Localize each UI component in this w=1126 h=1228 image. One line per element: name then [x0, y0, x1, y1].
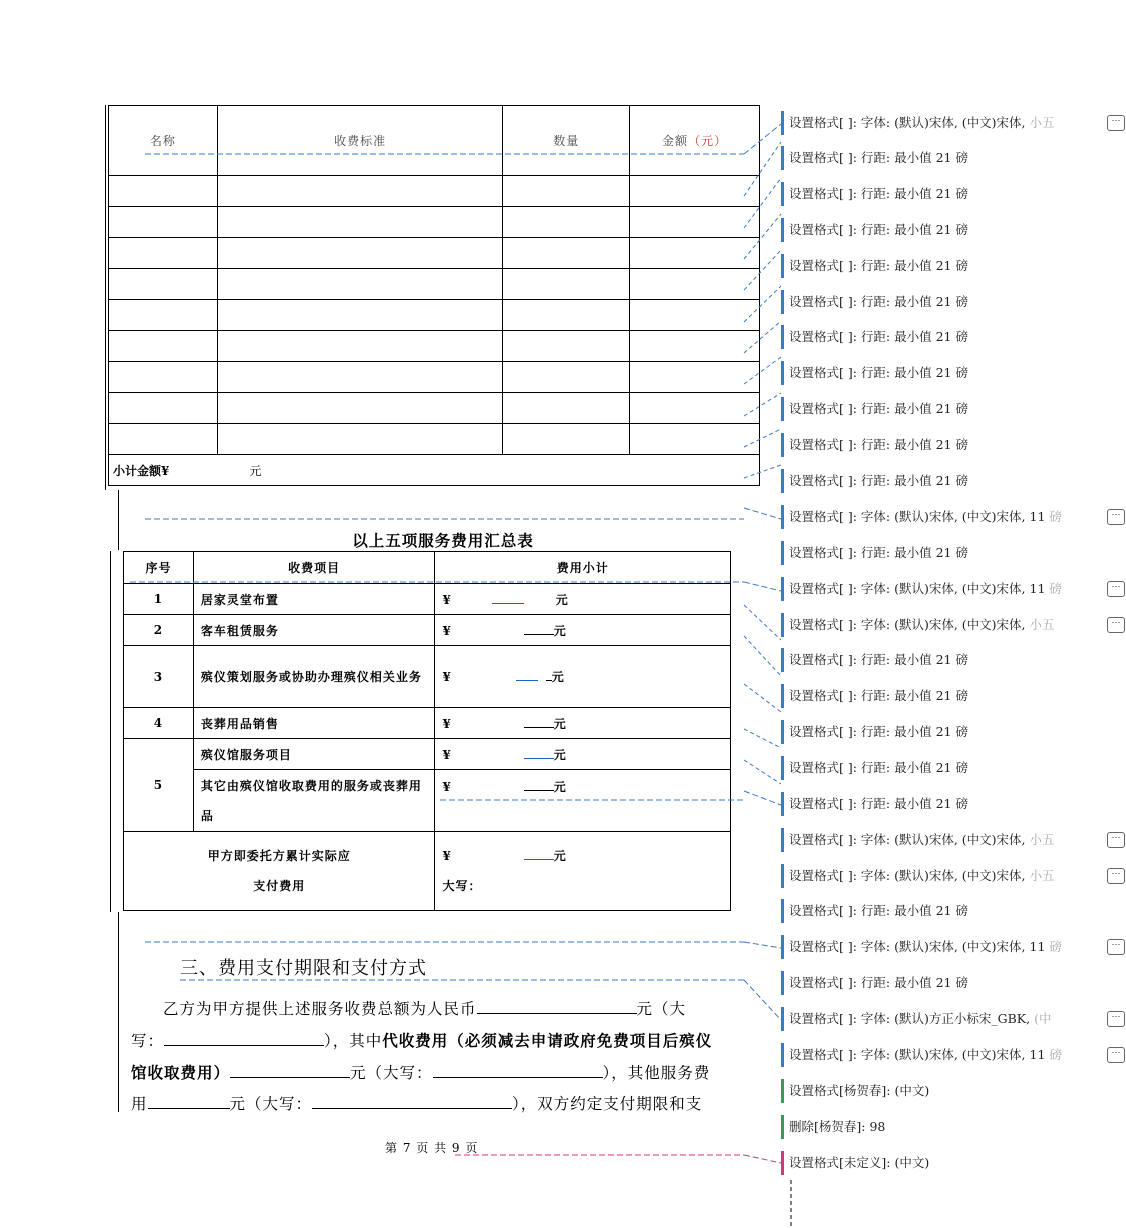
more-options-icon[interactable]: ⋯ — [1107, 868, 1125, 884]
comment-text: 设置格式[ ]: 行距: 最小值 21 磅 — [789, 150, 968, 165]
table-row: 1 居家灵堂布置 ¥ 元 — [124, 584, 731, 615]
comment-text: 设置格式[ ]: 行距: 最小值 21 磅 — [789, 760, 968, 775]
comment-text: 设置格式[ ]: 行距: 最小值 21 磅 — [789, 294, 968, 309]
leader-line — [744, 465, 781, 478]
comment-item[interactable] — [781, 1079, 1125, 1103]
page-number: 第 7 页 共 9 页 — [385, 1141, 479, 1155]
comment-text: 设置格式[ ]: 字体: (默认)宋体, (中文)宋体, 11 — [789, 939, 1050, 954]
comment-text-faded: 磅 — [1049, 939, 1062, 954]
comment-text: 设置格式[ ]: 行距: 最小值 21 磅 — [789, 724, 968, 739]
comment-item[interactable] — [781, 1151, 1125, 1175]
comment-item[interactable] — [781, 146, 1125, 170]
comment-item[interactable] — [781, 720, 1125, 744]
comment-text: 设置格式[ ]: 字体: (默认)宋体, (中文)宋体, — [789, 617, 1030, 632]
comment-text: 设置格式[ ]: 行距: 最小值 21 磅 — [789, 186, 968, 201]
more-options-icon[interactable]: ⋯ — [1107, 1011, 1125, 1027]
comment-text: 设置格式[ ]: 行距: 最小值 21 磅 — [789, 652, 968, 667]
table-row: 3 殡仪策划服务或协助办理殡仪相关业务 ¥ 元 — [124, 646, 731, 708]
more-options-icon[interactable]: ⋯ — [1107, 617, 1125, 633]
comment-item[interactable] — [781, 361, 1125, 385]
comment-item[interactable] — [781, 1007, 1125, 1031]
comment-text-faded: 磅 — [1049, 581, 1062, 596]
leader-line — [744, 729, 781, 748]
header-standard: 收费标准 — [217, 106, 503, 176]
comment-item[interactable] — [781, 182, 1125, 206]
comment-item[interactable] — [781, 935, 1125, 959]
comment-text: 设置格式[ ]: 字体: (默认)宋体, (中文)宋体, 11 — [789, 1047, 1050, 1062]
comment-text: 设置格式[ ]: 字体: (默认)宋体, (中文)宋体, — [789, 115, 1030, 130]
comment-item[interactable] — [781, 290, 1125, 314]
comment-text-faded: 小五 — [1029, 868, 1055, 883]
comment-item[interactable] — [781, 433, 1125, 457]
comment-item[interactable] — [781, 899, 1125, 923]
comment-text-faded: 小五 — [1029, 115, 1055, 130]
comment-text: 设置格式[ ]: 字体: (默认)宋体, (中文)宋体, — [789, 832, 1030, 847]
fee-cell[interactable]: ¥ 元 — [435, 708, 731, 739]
leader-line — [744, 684, 781, 712]
comment-text: 设置格式[ ]: 行距: 最小值 21 磅 — [789, 437, 968, 452]
comment-item[interactable] — [781, 1043, 1125, 1067]
fee-cell[interactable]: ¥ 元 — [435, 770, 731, 832]
summary-title: 以上五项服务费用汇总表 — [352, 531, 534, 550]
total-daxie: 大写： — [442, 879, 482, 893]
comment-text: 设置格式[ ]: 行距: 最小值 21 磅 — [789, 473, 968, 488]
header-quantity: 数量 — [503, 106, 630, 176]
comment-text: 设置格式[ ]: 行距: 最小值 21 磅 — [789, 258, 968, 273]
section3-paragraph[interactable]: 乙方为甲方提供上述服务收费总额为人民币 元（大 写： ），其中代收费用（必须减去申请政府免费项目后殡仪 馆收取费用） 元（大写： ），其他服务费 用 元（大写： ），双方约定支付期限和支 — [131, 1000, 713, 1113]
comment-item[interactable] — [781, 613, 1125, 637]
leader-line — [744, 142, 781, 196]
table-row: 5 殡仪馆服务项目 ¥ 元 — [124, 739, 731, 770]
comment-text: 设置格式[ ]: 行距: 最小值 21 磅 — [789, 545, 968, 560]
table-row: 4 丧葬用品销售 ¥ 元 — [124, 708, 731, 739]
comment-text: 设置格式[ ]: 字体: (默认)方正小标宋_GBK, — [789, 1011, 1035, 1026]
comment-text-faded: 磅 — [1049, 1047, 1062, 1062]
more-options-icon[interactable]: ⋯ — [1107, 1047, 1125, 1063]
more-options-icon[interactable]: ⋯ — [1107, 939, 1125, 955]
comment-text: 删除[杨贺春]: 98 — [789, 1119, 886, 1134]
comment-text: 设置格式[杨贺春]: (中文) — [789, 1083, 930, 1098]
comment-item[interactable] — [781, 469, 1125, 493]
comment-item[interactable] — [781, 111, 1125, 135]
summary-header-subtotal: 费用小计 — [435, 552, 731, 584]
total-label-line2: 支付费用 — [253, 879, 306, 893]
total-cell[interactable]: ¥ 元 大写： — [435, 832, 731, 911]
comment-item[interactable] — [781, 325, 1125, 349]
leader-line — [744, 760, 781, 784]
leader-line — [744, 636, 781, 676]
leader-line — [744, 286, 781, 322]
subtotal-unit: 元 — [249, 463, 262, 478]
comment-item[interactable] — [781, 1115, 1125, 1139]
comment-item[interactable] — [781, 505, 1125, 529]
comment-item[interactable] — [781, 577, 1125, 601]
summary-header-no: 序号 — [124, 552, 194, 584]
comment-text: 设置格式[ ]: 行距: 最小值 21 磅 — [789, 329, 968, 344]
comment-text-faded: 小五 — [1029, 617, 1055, 632]
leader-line — [744, 357, 781, 384]
header-amount: 金额（元） — [630, 106, 760, 176]
comment-text: 设置格式[ ]: 字体: (默认)宋体, (中文)宋体, 11 — [789, 581, 1050, 596]
fee-cell[interactable]: ¥ 元 — [435, 739, 731, 770]
header-amount-unit: （元） — [688, 134, 728, 148]
leader-line — [744, 321, 781, 353]
comment-item[interactable] — [781, 648, 1125, 672]
comment-text: 设置格式[ ]: 行距: 最小值 21 磅 — [789, 903, 968, 918]
more-options-icon[interactable]: ⋯ — [1107, 581, 1125, 597]
comment-text-faded: 磅 — [1049, 509, 1062, 524]
comment-item[interactable] — [781, 397, 1125, 421]
header-name: 名称 — [109, 106, 218, 176]
comment-item[interactable] — [781, 541, 1125, 565]
comment-item[interactable] — [781, 254, 1125, 278]
summary-header-item: 收费项目 — [193, 552, 435, 584]
comment-item[interactable] — [781, 218, 1125, 242]
comment-item[interactable] — [781, 792, 1125, 816]
subtotal-label: 小计金额¥ — [113, 463, 170, 478]
comment-item[interactable] — [781, 864, 1125, 888]
leader-line — [744, 250, 781, 290]
total-label-line1: 甲方即委托方累计实际应 — [207, 849, 351, 863]
comment-text: 设置格式[ ]: 行距: 最小值 21 磅 — [789, 975, 968, 990]
leader-line — [744, 429, 781, 447]
comment-text-faded: (中 — [1034, 1011, 1052, 1026]
fee-cell[interactable]: ¥ 元 — [435, 646, 731, 708]
more-options-icon[interactable]: ⋯ — [1107, 832, 1125, 848]
comment-text: 设置格式[ ]: 行距: 最小值 21 磅 — [789, 365, 968, 380]
leader-line — [744, 393, 781, 416]
comment-text: 设置格式[未定义]: (中文) — [789, 1155, 930, 1170]
comment-item[interactable] — [781, 971, 1125, 995]
leader-line — [744, 605, 781, 640]
comment-text: 设置格式[ ]: 字体: (默认)宋体, (中文)宋体, 11 — [789, 509, 1050, 524]
section3-heading: 三、费用支付期限和支付方式 — [180, 958, 427, 979]
comment-text: 设置格式[ ]: 字体: (默认)宋体, (中文)宋体, — [789, 868, 1030, 883]
comment-text: 设置格式[ ]: 行距: 最小值 21 磅 — [789, 688, 968, 703]
comment-text: 设置格式[ ]: 行距: 最小值 21 磅 — [789, 401, 968, 416]
comment-text: 设置格式[ ]: 行距: 最小值 21 磅 — [789, 222, 968, 237]
comment-text: 设置格式[ ]: 行距: 最小值 21 磅 — [789, 796, 968, 811]
comment-item[interactable] — [781, 828, 1125, 852]
comment-text-faded: 小五 — [1029, 832, 1055, 847]
fee-cell[interactable]: ¥ 元 — [435, 615, 731, 646]
table-row: 2 客车租赁服务 ¥ 元 — [124, 615, 731, 646]
more-options-icon[interactable]: ⋯ — [1107, 509, 1125, 525]
comment-item[interactable] — [781, 756, 1125, 780]
fee-cell[interactable]: ¥ 元 — [435, 584, 731, 615]
table-row: 其它由殡仪馆收取费用的服务或丧葬用品 ¥ 元 — [124, 770, 731, 832]
more-options-icon[interactable]: ⋯ — [1107, 115, 1125, 131]
comment-item[interactable] — [781, 684, 1125, 708]
